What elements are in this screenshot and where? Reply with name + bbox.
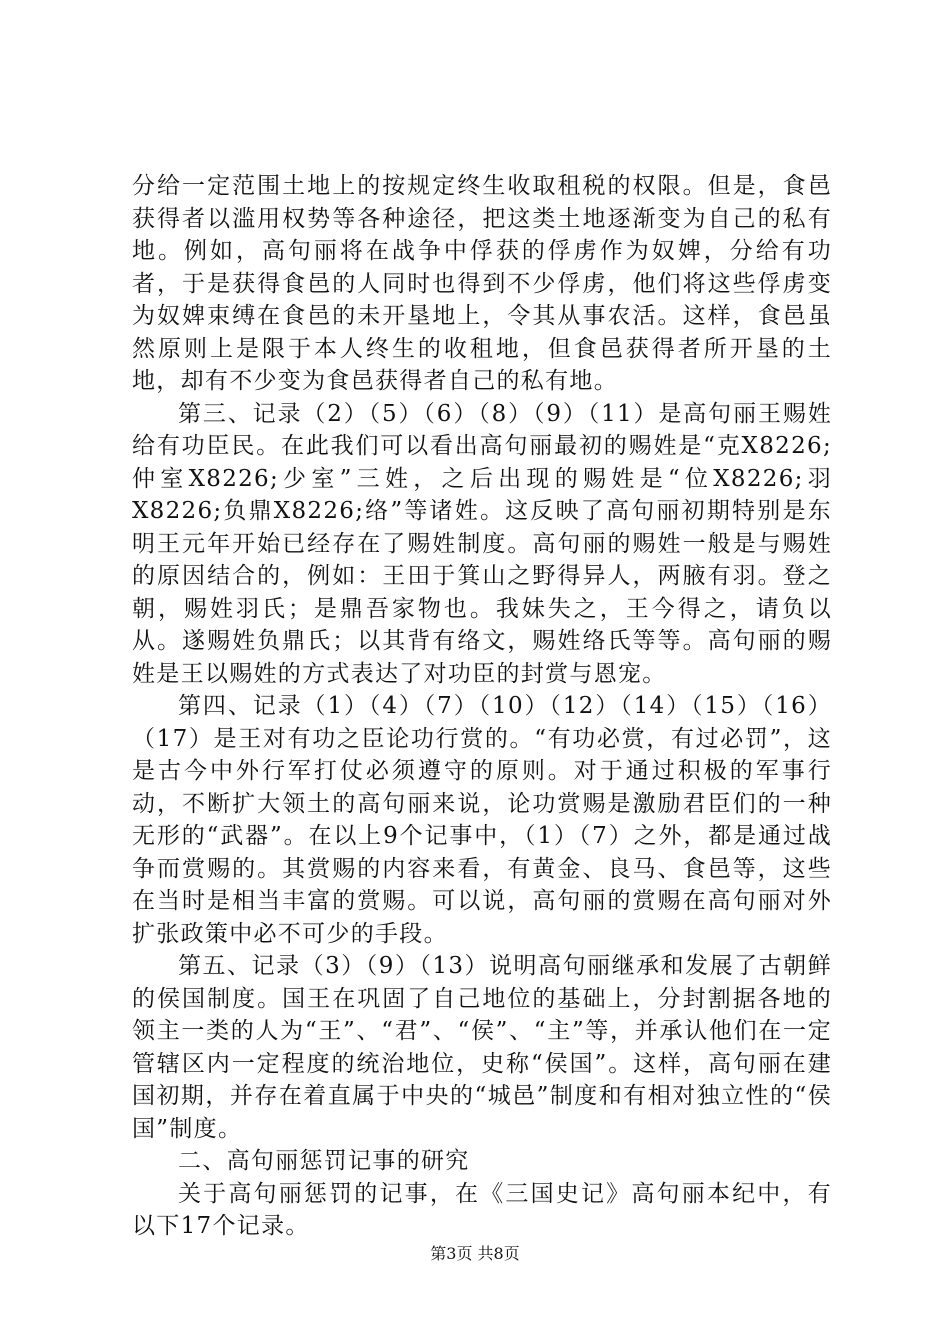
paragraph-punishment-intro: 关于高句丽惩罚的记事，在《三国史记》高句丽本纪中，有以下17个记录。 [132, 1180, 832, 1239]
paragraph-third-point: 第三、记录（2）（5）（6）（8）（9）（11）是高句丽王赐姓给有功臣民。在此我们可以看出高句丽最初的赐姓是“克X8226;仲室X8226;少室”三姓，之后出现的赐姓是“位X8226;羽X8226;负鼎X8226;络”等诸姓。这反映了高句丽初期特别是东明王元年开始已经存在了赐姓制度。高句丽的赐姓一般是与赐姓的原因结合的，例如：王田于箕山之野得异人，两腋有羽。登之朝，赐姓羽氏；是鼎吾家物也。我妹失之，王今得之，请负以从。遂赐姓负鼎氏；以其背有络文，赐姓络氏等等。高句丽的赐姓是王以赐姓的方式表达了对功臣的封赏与恩宠。 [132, 400, 832, 687]
paragraph-fifth-point: 第五、记录（3）（9）（13）说明高句丽继承和发展了古朝鲜的侯国制度。国王在巩固了自己地位的基础上，分封割据各地的领主一类的人为“王”、“君”、“侯”、“主”等，并承认他们在一定管辖区内一定程度的统治地位，史称“侯国”。这样，高句丽在建国初期，并存在着直属于中央的“城邑”制度和有相对独立性的“侯国”制度。 [132, 953, 832, 1142]
section-heading: 二、高句丽惩罚记事的研究 [178, 1148, 470, 1174]
paragraph-continuation: 分给一定范围土地上的按规定终生收取租税的权限。但是，食邑获得者以滥用权势等各种途径，把这类土地逐渐变为自己的私有地。例如，高句丽将在战争中俘获的俘虏作为奴婢，分给有功者，于是获得食邑的人同时也得到不少俘虏，他们将这些俘虏变为奴婢束缚在食邑的未开垦地上，令其从事农活。这样，食邑虽然原则上是限于本人终生的收租地，但食邑获得者所开垦的土地，却有不少变为食邑获得者自己的私有地。 [132, 173, 832, 394]
body-text [132, 170, 832, 1243]
page-number-footer: 第3页 共8页 [430, 1244, 520, 1263]
paragraph-fourth-point: 第四、记录（1）（4）（7）（10）（12）（14）（15）（16）（17）是王对有功之臣论功行赏的。“有功必赏，有过必罚”，这是古今中外行军打仗必须遵守的原则。对于通过积极的军事行动，不断扩大领土的高句丽来说，论功赏赐是激励君臣们的一种无形的“武器”。在以上9个记事中，（1）（7）之外，都是通过战争而赏赐的。其赏赐的内容来看，有黄金、良马、食邑等，这些在当时是相当丰富的赏赐。可以说，高句丽的赏赐在高句丽对外扩张政策中必不可少的手段。 [132, 693, 832, 947]
